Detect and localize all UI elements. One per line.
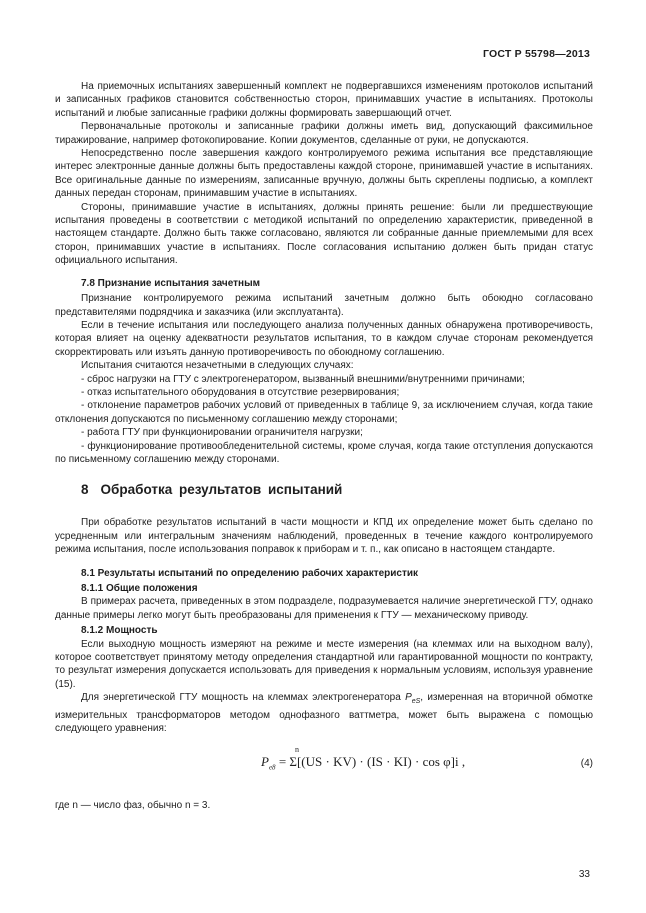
paragraph: Непосредственно после завершения каждого контролируемого режима испытания все представляющие интерес электронные данные должны быть предоставлены каждой стороне, принимавшей участие в испытаниях. Все оригинальные данные по измерениям, записанные вручную, должны быть скреплены подписью, а комплект данных передан сторонам, принимавшим участие в испытаниях. <box>55 148 593 200</box>
section-title: Обработка результатов испытаний <box>100 482 343 498</box>
paragraph: Признание контролируемого режима испытаний зачетным должно быть обоюдно согласовано представителями подрядчика и заказчика (или эксплуатанта). <box>55 293 593 318</box>
list-item: - отказ испытательного оборудования в отсутствие резервирования; <box>81 386 400 398</box>
list-item: - работа ГТУ при функционировании ограничителя нагрузки; <box>81 427 363 439</box>
where-clause: где n — число фаз, обычно n = 3. <box>55 800 211 812</box>
equation-lhs-subscript: e8 <box>268 764 276 773</box>
paragraph: Стороны, принимавшие участие в испытаниях, должны принять решение: были ли предшествующие испытания проведены в соответствии с методикой испытаний по определению характеристик, приведенной в настоящем стандарте. Должно быть также согласовано, являются ли собранные данные приемлемыми для всех сторон, принимавших участие в испытаниях. После согласования испытанию должен быть придан статус официального испытания. <box>55 201 593 267</box>
sum-upper-limit: n <box>295 745 299 755</box>
text-run: Для энергетической ГТУ мощность на клеммах электрогенератора <box>81 692 406 704</box>
section-heading-7-8: 7.8 Признание испытания зачетным <box>81 277 261 289</box>
text-run: , измеренная на вторичной обмотке измерительных трансформаторов методом однофазного ваттметра, может быть выражена с помощью следующего уравнения: <box>55 692 593 735</box>
paragraph: В примерах расчета, приведенных в этом подразделе, подразумевается наличие энергетической ГТУ, однако данные примеры легко могут быть преобразованы для применения к ГТУ — механическому приводу. <box>55 596 593 621</box>
equation-4 <box>55 745 593 785</box>
section-heading-8 <box>81 482 593 498</box>
section-heading-8-1-2: 8.1.2 Мощность <box>81 625 158 637</box>
paragraph: Испытания считаются незачетными в следующих случаях: <box>81 360 354 372</box>
page-content <box>55 80 593 813</box>
equation-number: (4) <box>580 758 593 770</box>
symbol-p: P <box>405 692 412 704</box>
page-number: 33 <box>578 869 590 880</box>
section-number: 8 <box>81 482 89 498</box>
paragraph: Если в течение испытания или последующего анализа полученных данных обнаружена противоречивость, которая влияет на оценку адекватности результатов испытания, то в каждом случае сторонам рекомендуется скорректировать или изъять данную противоречивость по обоюдному соглашению. <box>55 319 593 358</box>
paragraph: При обработке результатов испытаний в части мощности и КПД их определение может быть сделано по усредненным или интегральным значениям наблюдений, проведенных в течение каждого контролируемого режима испытания, после использования поправок к приборам и т. п., как описано в настоящем стандарте. <box>55 517 593 556</box>
paragraph <box>55 691 593 735</box>
paragraph: На приемочных испытаниях завершенный комплект не подвергавшихся изменениям протоколов испытаний и записанных графиков становится собственностью сторон, принимавших участие в испытаниях. Протоколы испытаний и любые записанные графики должны формировать завершающий отчет. <box>55 81 593 119</box>
equation-lhs: P <box>261 754 269 770</box>
list-item: - сброс нагрузки на ГТУ с электрогенератором, вызванный внешними/внутренними причинами; <box>81 373 525 385</box>
paragraph: Первоначальные протоколы и записанные графики должны иметь вид, допускающий факсимильное тиражирование, например фотокопирование. Копии документов, сделанные от руки, не допускаются. <box>55 121 593 146</box>
paragraph: Если выходную мощность измеряют на режиме и месте измерения (на клеммах или на выходном валу), которое соответствует принятому методу определения стандартной или гарантированной мощности по контракту, то результат измерения допускается использовать для приведения к нормальным условиям, используя уравнение (15). <box>55 638 593 690</box>
section-heading-8-1: 8.1 Результаты испытаний по определению рабочих характеристик <box>81 567 419 579</box>
list-item: - функционирование противообледенительной системы, кроме случая, когда такие отступления допускаются по письменному соглашению между сторонами. <box>55 440 593 465</box>
list-item: - отклонение параметров рабочих условий от приведенных в таблице 9, за исключением случая, когда такие отклонения допускаются по письменному соглашению между сторонами; <box>55 400 593 425</box>
equation-expression <box>261 755 465 775</box>
symbol-subscript: eS <box>411 698 421 706</box>
equation-body: = Σ[(US · KV) · (IS · KI) · cos φ]i , <box>278 754 466 770</box>
standard-header: ГОСТ Р 55798—2013 <box>482 48 590 60</box>
section-heading-8-1-1: 8.1.1 Общие положения <box>81 583 198 594</box>
sum-limits <box>295 745 299 754</box>
